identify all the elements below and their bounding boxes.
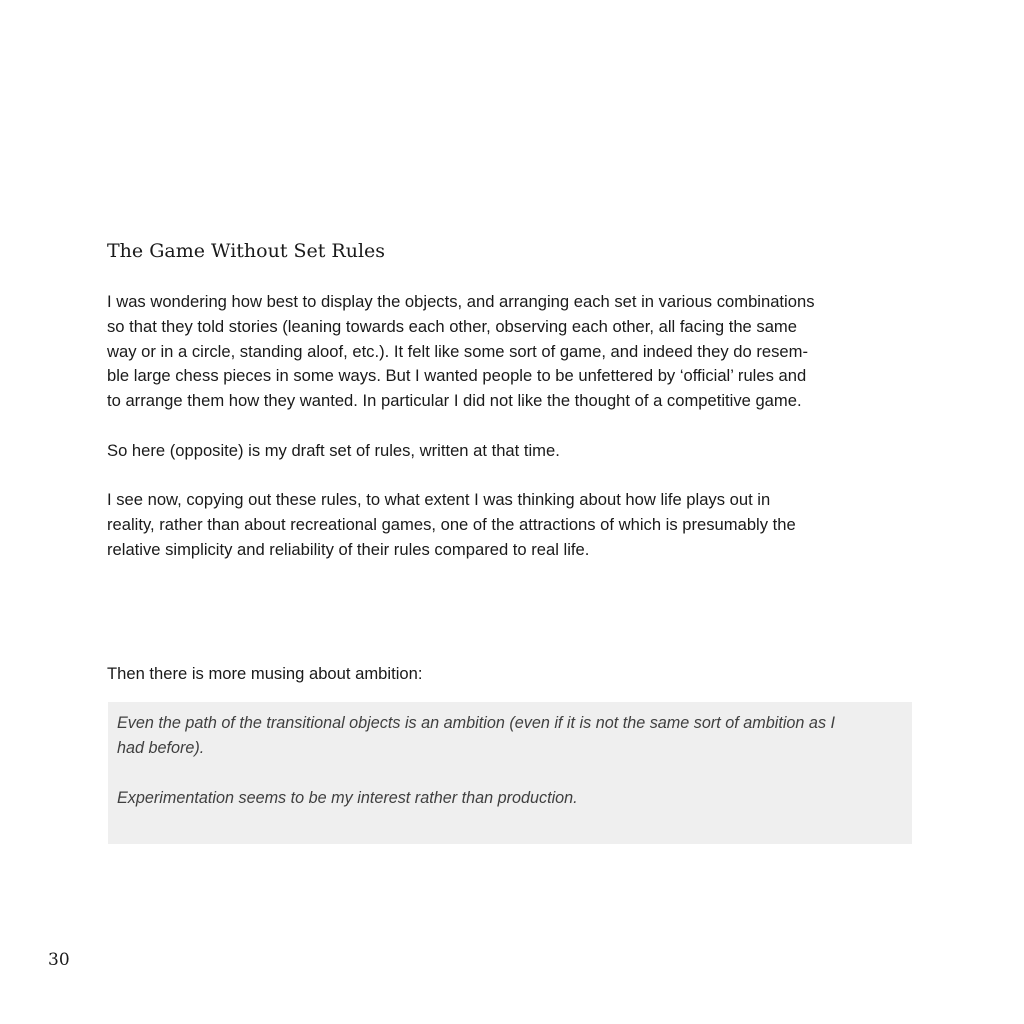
text-line: Then there is more musing about ambition: xyxy=(107,664,423,683)
body-paragraph-display xyxy=(107,290,815,414)
text-line: I see now, copying out these rules, to what extent I was thinking about how life plays out in xyxy=(107,490,771,509)
section-heading: The Game Without Set Rules xyxy=(107,240,386,262)
quote-paragraph-experimentation xyxy=(117,786,578,811)
quote-line: Even the path of the transitional objects is an ambition (even if it is not the same sort of ambition as I xyxy=(117,714,836,732)
quote-line: Experimentation seems to be my interest rather than production. xyxy=(117,789,578,807)
text-line: relative simplicity and reliability of their rules compared to real life. xyxy=(107,539,590,559)
text-line: way or in a circle, standing aloof, etc.). It felt like some sort of game, and indeed they do resem- xyxy=(107,341,808,361)
text-line: So here (opposite) is my draft set of rules, written at that time. xyxy=(107,441,560,460)
text-line: to arrange them how they wanted. In particular I did not like the thought of a competitive game. xyxy=(107,391,802,411)
body-paragraph-intro-quote xyxy=(107,662,422,687)
body-paragraph-reflection xyxy=(107,488,796,562)
quote-paragraph-ambition xyxy=(117,711,835,761)
text-line: ble large chess pieces in some ways. But I wanted people to be unfettered by ‘official’ rules and xyxy=(107,366,807,386)
text-line: I was wondering how best to display the objects, and arranging each set in various combinations xyxy=(107,292,815,311)
text-line: so that they told stories (leaning towards each other, observing each other, all facing the same xyxy=(107,316,797,336)
quote-line: had before). xyxy=(117,738,205,757)
body-paragraph-rules xyxy=(107,439,560,464)
page-number: 30 xyxy=(48,950,70,970)
text-line: reality, rather than about recreational games, one of the attractions of which is presumably the xyxy=(107,514,796,534)
